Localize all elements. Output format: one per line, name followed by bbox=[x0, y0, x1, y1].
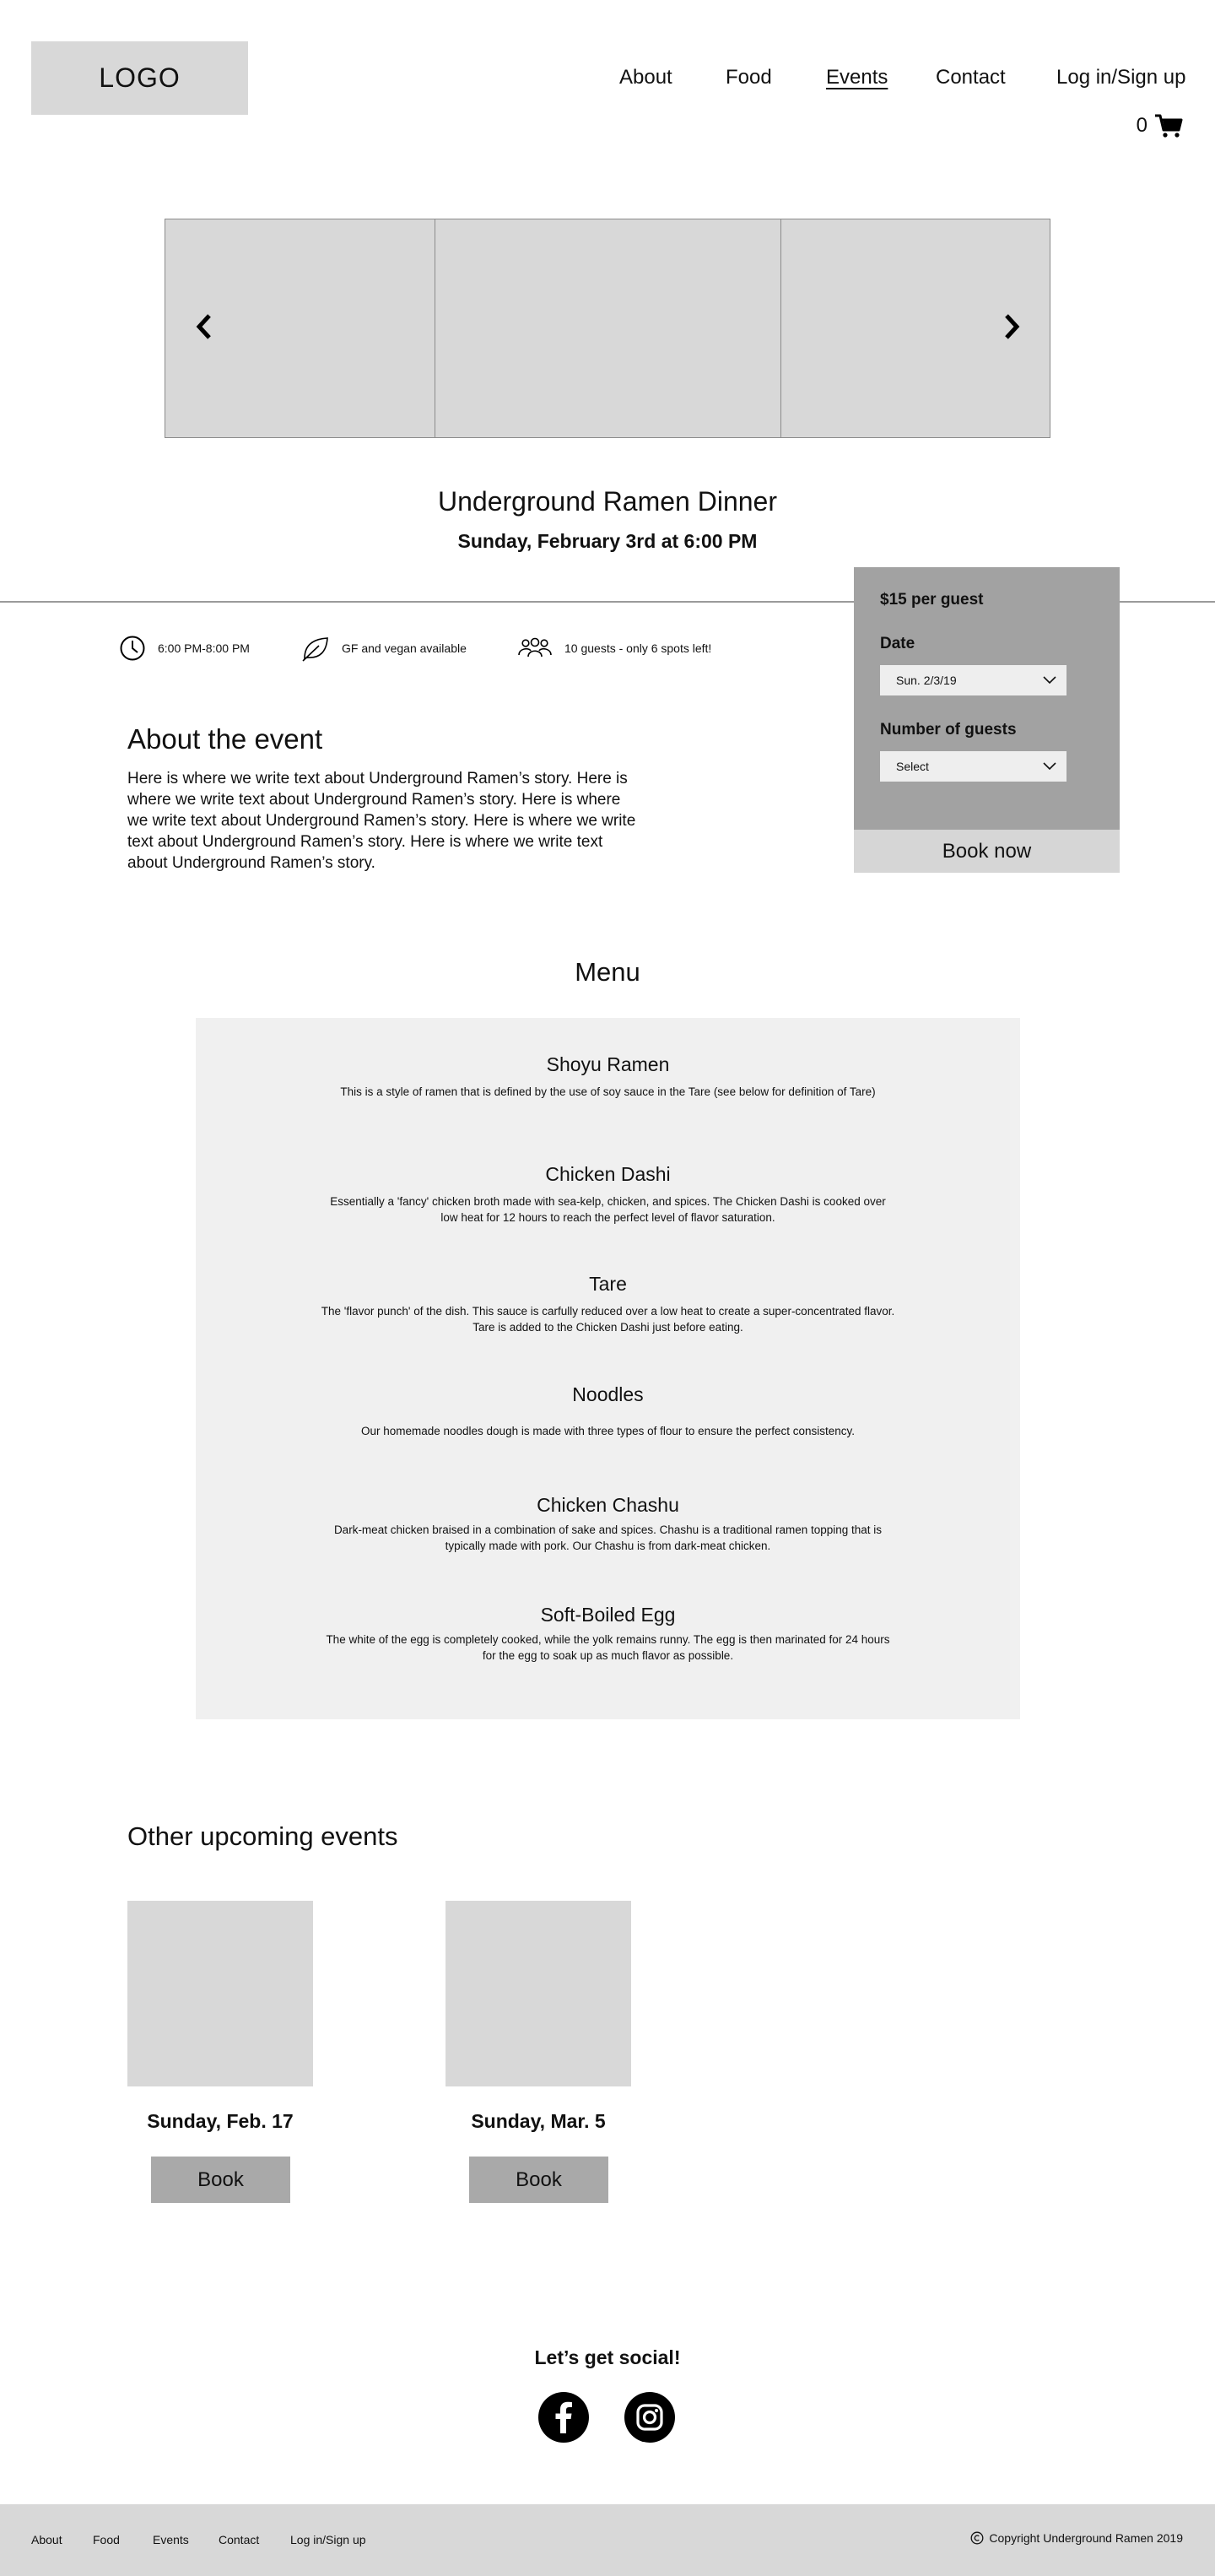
menu-item bbox=[196, 1494, 1020, 1554]
event-card-date: Sunday, Feb. 17 bbox=[147, 2110, 294, 2132]
about-text: Here is where we write text about Underground Ramen’s story. Here is where we write text about Underground Ramen’s story. Here is where we write text about Underground Ramen’s story. Here is where we write text about Underground Ramen’s story. Here is where we write text about Underground Ramen’s story. bbox=[127, 770, 636, 872]
date-label: Date bbox=[880, 635, 915, 652]
date-select[interactable] bbox=[880, 665, 1066, 695]
menu-item-desc: Essentially a 'fancy' chicken broth made with sea-kelp, chicken, and spices. The Chicken Dashi is cooked over low heat for 12 hours to reach the perfect level of flavor saturation. bbox=[330, 1195, 886, 1224]
menu-item-desc: The white of the egg is completely cooked, while the yolk remains runny. The egg is then marinated for 24 hours for the egg to soak up as much flavor as possible. bbox=[326, 1633, 890, 1662]
footer-link-login-signup[interactable]: Log in/Sign up bbox=[290, 2533, 366, 2546]
group-icon bbox=[517, 635, 553, 662]
menu-item bbox=[196, 1273, 1020, 1335]
menu-item-name: Noodles bbox=[572, 1383, 644, 1405]
leaf-icon bbox=[301, 635, 330, 662]
menu-item bbox=[196, 1604, 1020, 1664]
upcoming-heading: Other upcoming events bbox=[127, 1821, 398, 1851]
menu-item-desc: Our homemade noodles dough is made with three types of flour to ensure the perfect consistency. bbox=[360, 1425, 856, 1437]
guests-select[interactable] bbox=[880, 751, 1066, 782]
event-date: Sunday, February 3rd at 6:00 PM bbox=[457, 530, 758, 552]
footer-link-food[interactable]: Food bbox=[93, 2533, 120, 2546]
footer-link-about[interactable]: About bbox=[31, 2533, 62, 2546]
nav-login-signup[interactable]: Log in/Sign up bbox=[1056, 66, 1186, 89]
menu-item-desc: This is a style of ramen that is defined by the use of soy sauce in the Tare (see below for definition of Tare) bbox=[340, 1085, 876, 1098]
facebook-link[interactable] bbox=[538, 2392, 589, 2443]
main-nav bbox=[0, 64, 1215, 91]
event-time-text: 6:00 PM-8:00 PM bbox=[158, 641, 250, 655]
menu-item bbox=[196, 1053, 1020, 1100]
facebook-icon bbox=[554, 2401, 573, 2433]
cart-count: 0 bbox=[1136, 114, 1148, 137]
menu-item bbox=[196, 1383, 1020, 1439]
nav-about[interactable]: About bbox=[619, 66, 672, 89]
menu-item-name: Chicken Chashu bbox=[537, 1494, 679, 1516]
chevron-left-icon bbox=[195, 312, 213, 341]
about-heading: About the event bbox=[127, 723, 323, 755]
price-per-guest: $15 per guest bbox=[880, 591, 984, 609]
event-guests-text: 10 guests - only 6 spots left! bbox=[564, 641, 712, 655]
copyright-text: Copyright Underground Ramen 2019 bbox=[989, 2531, 1183, 2545]
nav-events[interactable]: Events bbox=[826, 66, 888, 89]
logo[interactable]: LOGO bbox=[31, 41, 248, 115]
menu-item-desc: Dark-meat chicken braised in a combination of sake and spices. Chashu is a traditional ramen topping that is typically made with pork. Our Chashu is from dark-meat chicken. bbox=[333, 1523, 883, 1552]
chevron-right-icon bbox=[1002, 312, 1021, 341]
nav-food[interactable]: Food bbox=[726, 66, 772, 89]
event-guests-info bbox=[517, 635, 711, 662]
menu-list bbox=[196, 1018, 1020, 1719]
carousel-divider bbox=[780, 219, 781, 437]
footer-link-contact[interactable]: Contact bbox=[219, 2533, 260, 2546]
menu-item-name: Tare bbox=[589, 1273, 627, 1295]
event-card-book-button[interactable]: Book bbox=[469, 2157, 608, 2203]
menu-item-desc: The 'flavor punch' of the dish. This sauce is carfully reduced over a low heat to create a super-concentrated flavor. Tare is added to the Chicken Dashi just before eating. bbox=[321, 1305, 895, 1334]
clock-icon bbox=[119, 635, 146, 662]
menu-item-name: Soft-Boiled Egg bbox=[540, 1604, 676, 1626]
cart-icon bbox=[1154, 113, 1183, 138]
footer-link-events[interactable]: Events bbox=[153, 2533, 189, 2546]
menu-heading: Menu bbox=[575, 957, 640, 987]
image-carousel bbox=[165, 219, 1050, 438]
date-select-value: Sun. 2/3/19 bbox=[896, 674, 957, 687]
copyright bbox=[970, 2531, 1183, 2545]
menu-item bbox=[196, 1163, 1020, 1226]
nav-contact[interactable]: Contact bbox=[936, 66, 1006, 89]
event-dietary-info bbox=[301, 635, 467, 662]
carousel-prev-button[interactable] bbox=[187, 304, 221, 349]
instagram-icon bbox=[635, 2403, 664, 2432]
chevron-down-icon bbox=[1043, 762, 1056, 771]
footer bbox=[0, 2504, 1215, 2576]
event-card-date: Sunday, Mar. 5 bbox=[471, 2110, 606, 2132]
booking-panel bbox=[854, 567, 1120, 830]
menu-item-name: Chicken Dashi bbox=[545, 1163, 671, 1185]
copyright-icon bbox=[970, 2531, 984, 2545]
event-time-info bbox=[119, 635, 250, 662]
menu-item-name: Shoyu Ramen bbox=[546, 1053, 670, 1075]
event-card-book-button[interactable]: Book bbox=[151, 2157, 290, 2203]
instagram-link[interactable] bbox=[624, 2392, 675, 2443]
guests-label: Number of guests bbox=[880, 721, 1017, 739]
chevron-down-icon bbox=[1043, 676, 1056, 685]
guests-select-value: Select bbox=[896, 760, 929, 773]
event-title: Underground Ramen Dinner bbox=[438, 486, 777, 517]
event-card-image[interactable] bbox=[127, 1901, 313, 2086]
event-card-image[interactable] bbox=[446, 1901, 631, 2086]
social-heading: Let’s get social! bbox=[534, 2346, 681, 2368]
event-dietary-text: GF and vegan available bbox=[342, 641, 467, 655]
carousel-next-button[interactable] bbox=[995, 304, 1029, 349]
book-now-button[interactable]: Book now bbox=[854, 830, 1120, 873]
cart-button[interactable] bbox=[1137, 113, 1183, 138]
